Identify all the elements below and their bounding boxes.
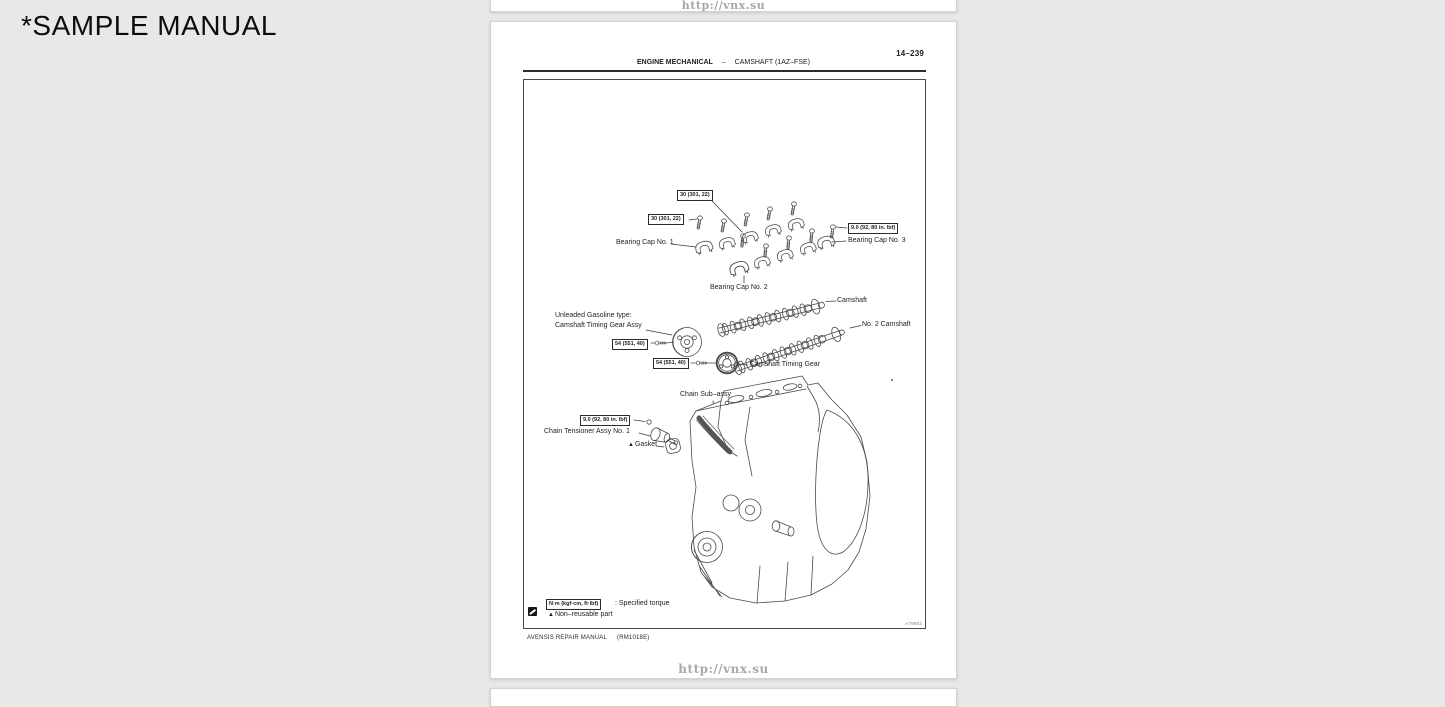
header-rule — [523, 70, 926, 72]
label-unleaded-gear-assy — [555, 312, 642, 330]
header-title: CAMSHAFT (1AZ–FSE) — [734, 59, 810, 66]
torque-label-9-caps: 9.0 (92, 80 in. lbf) — [848, 223, 898, 234]
nonreusable-triangle-icon: ▲ — [628, 442, 634, 448]
manual-footer — [527, 635, 649, 641]
engine-diagram — [524, 80, 925, 628]
torque-label-54-b: 54 (551, 40) — [653, 358, 689, 369]
label-bearing-cap-3: Bearing Cap No. 3 — [848, 237, 906, 244]
legend-torque-unit-box: N·m (kgf·cm, ft·lbf) — [546, 599, 601, 610]
legend-nonreusable — [548, 611, 613, 619]
annotation-icon — [528, 607, 537, 616]
label-camshaft-timing-gear: Camshaft Timing Gear — [750, 361, 821, 368]
camshaft-drawing — [716, 297, 826, 338]
bearing-caps — [694, 217, 835, 277]
header-section: ENGINE MECHANICAL — [637, 59, 713, 66]
label-bearing-cap-2: Bearing Cap No. 2 — [710, 284, 768, 291]
header-separator: – — [721, 59, 726, 66]
site-watermark: http://vnx.su — [681, 0, 766, 12]
figure-code: A79802 — [905, 621, 922, 626]
engine-block-drawing — [690, 376, 870, 603]
page-header — [491, 59, 956, 66]
manual-page — [490, 21, 957, 679]
torque-label-54-a: 54 (551, 40) — [612, 339, 648, 350]
torque-label-9-tensioner: 9.0 (92, 80 in. lbf) — [580, 415, 630, 426]
previous-page-bottom — [490, 0, 957, 12]
label-chain-tensioner: Chain Tensioner Assy No. 1 — [544, 428, 630, 435]
label-bearing-cap-1: Bearing Cap No. 1 — [616, 239, 674, 246]
nonreusable-triangle-icon: ▲ — [548, 612, 554, 618]
legend-nonreusable-text: Non–reusable part — [554, 611, 613, 618]
label-unleaded-line1: Unleaded Gasoline type: — [555, 312, 632, 319]
label-no2-camshaft: No. 2 Camshaft — [862, 321, 911, 328]
torque-label-30-upper: 30 (301, 22) — [677, 190, 713, 201]
site-watermark: http://vnx.su — [678, 662, 769, 676]
manual-name: AVENSIS REPAIR MANUAL — [527, 635, 607, 641]
manual-code: (RM1018E) — [617, 635, 650, 641]
label-chain-subassy: Chain Sub–assy — [680, 391, 731, 398]
timing-gear-drawing — [696, 353, 737, 374]
exploded-view-figure — [523, 79, 926, 629]
tensioner-bolt-head — [647, 420, 651, 424]
sample-manual-watermark: *SAMPLE MANUAL — [21, 10, 277, 41]
timing-gear-assy-drawing — [655, 328, 701, 357]
torque-label-30-lower: 30 (301, 22) — [648, 214, 684, 225]
label-gasket — [628, 441, 657, 449]
label-camshaft: Camshaft — [837, 297, 867, 304]
label-unleaded-line2: Camshaft Timing Gear Assy — [555, 322, 642, 329]
page-number: 14–239 — [896, 49, 924, 58]
label-gasket-text: Gasket — [634, 441, 658, 448]
next-page-top — [490, 688, 957, 707]
stray-dot — [891, 379, 893, 381]
legend-torque-desc: : Specified torque — [615, 600, 670, 607]
